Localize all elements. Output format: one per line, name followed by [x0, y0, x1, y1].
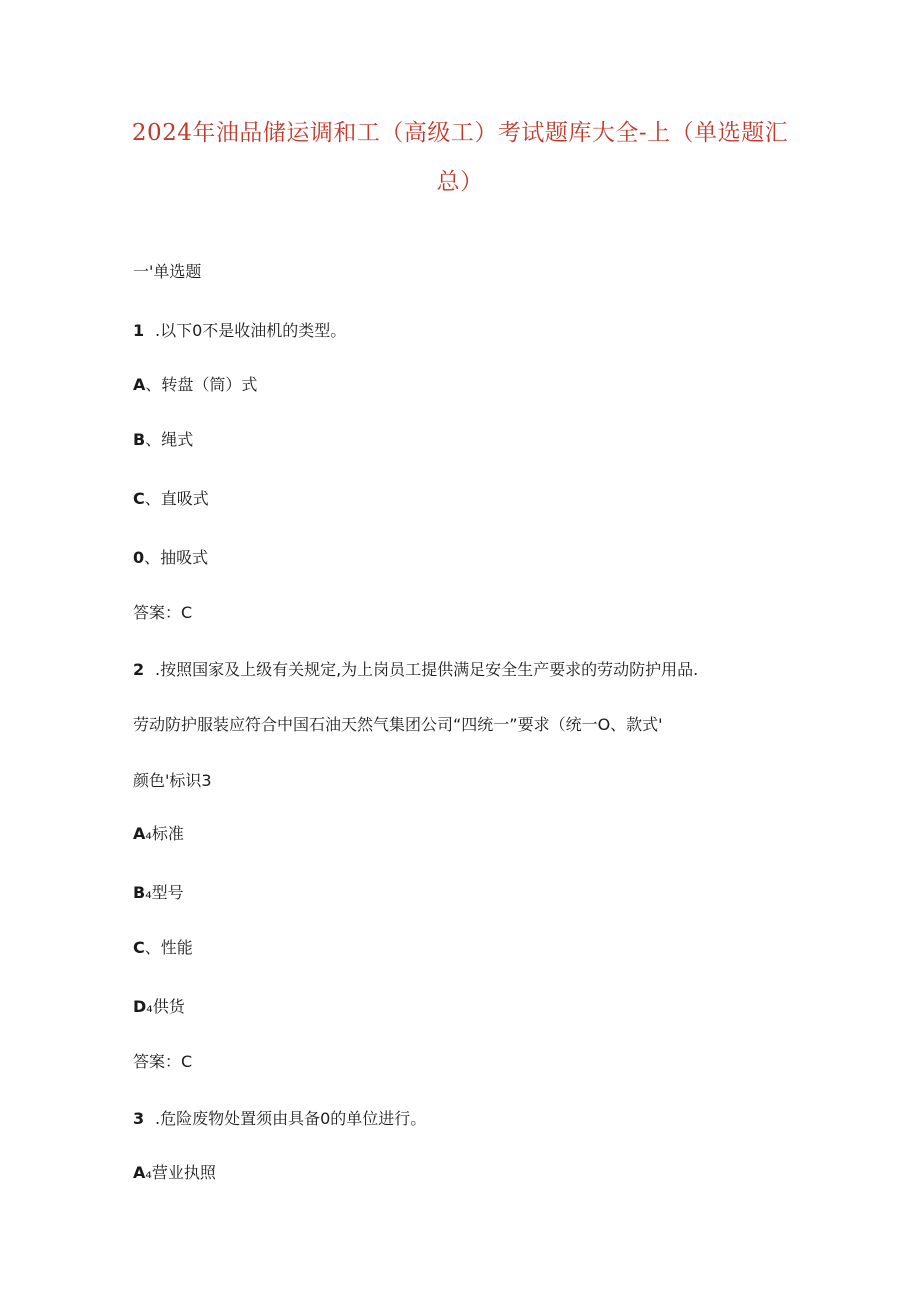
option-text: 转盘（筒）式: [161, 375, 258, 394]
question-number: 2: [133, 660, 145, 679]
question-2-option-d: [133, 999, 185, 1015]
option-text: 抽吸式: [160, 548, 209, 567]
option-separator: 、: [144, 548, 161, 567]
question-3-option-a: [133, 1165, 216, 1181]
question-2-option-c: [133, 940, 193, 956]
question-2-stem-line-2: 劳动防护服装应符合中国石油天然气集团公司“四统一”要求（统一O、款式': [133, 715, 663, 734]
question-1-option-d: [133, 550, 208, 566]
question-text: .以下0不是收油机的类型。: [155, 321, 347, 340]
option-text: 直吸式: [160, 489, 209, 508]
option-separator: ₄: [145, 824, 152, 843]
question-1-option-b: [133, 432, 193, 448]
question-1-option-c: [133, 491, 209, 507]
option-key: B: [133, 883, 146, 902]
option-key: B: [133, 430, 146, 449]
option-key: C: [133, 938, 145, 957]
option-separator: ₄: [145, 883, 152, 902]
document-title-line-1: 2024年油品储运调和工（高级工）考试题库大全-上（单选题汇: [131, 120, 789, 146]
question-3-stem: [133, 1111, 426, 1127]
option-separator: 、: [145, 375, 162, 394]
option-separator: 、: [144, 489, 161, 508]
option-key: A: [133, 824, 146, 843]
question-2-stem: [133, 662, 698, 678]
option-key: D: [133, 997, 147, 1016]
document-title-line-2: 总）: [436, 169, 484, 195]
option-key: 0: [133, 548, 145, 567]
option-separator: 、: [145, 430, 162, 449]
option-text: 绳式: [161, 430, 194, 449]
option-text: 标准: [151, 824, 184, 843]
question-2-option-a: [133, 826, 184, 842]
option-separator: ₄: [146, 997, 153, 1016]
option-separator: ₄: [145, 1163, 152, 1182]
question-text: .按照国家及上级有关规定,为上岗员工提供满足安全生产要求的劳动防护用品.: [155, 660, 699, 679]
option-key: C: [133, 489, 145, 508]
option-text: 供货: [152, 997, 185, 1016]
question-1-stem: [133, 323, 346, 339]
question-2-stem-line-3: 颜色'标识3: [133, 771, 212, 790]
question-1-answer: 答案：C: [133, 603, 193, 622]
question-1-option-a: [133, 377, 257, 393]
question-2-answer: 答案：C: [133, 1052, 193, 1071]
option-key: A: [133, 375, 146, 394]
question-number: 1: [133, 321, 145, 340]
question-text: .危险废物处置须由具备0的单位进行。: [155, 1109, 427, 1128]
option-key: A: [133, 1163, 146, 1182]
question-number: 3: [133, 1109, 145, 1128]
section-heading: 一'单选题: [133, 262, 202, 281]
option-text: 营业执照: [151, 1163, 216, 1182]
option-text: 型号: [151, 883, 184, 902]
question-2-option-b: [133, 885, 184, 901]
option-text: 性能: [160, 938, 193, 957]
option-separator: 、: [144, 938, 161, 957]
